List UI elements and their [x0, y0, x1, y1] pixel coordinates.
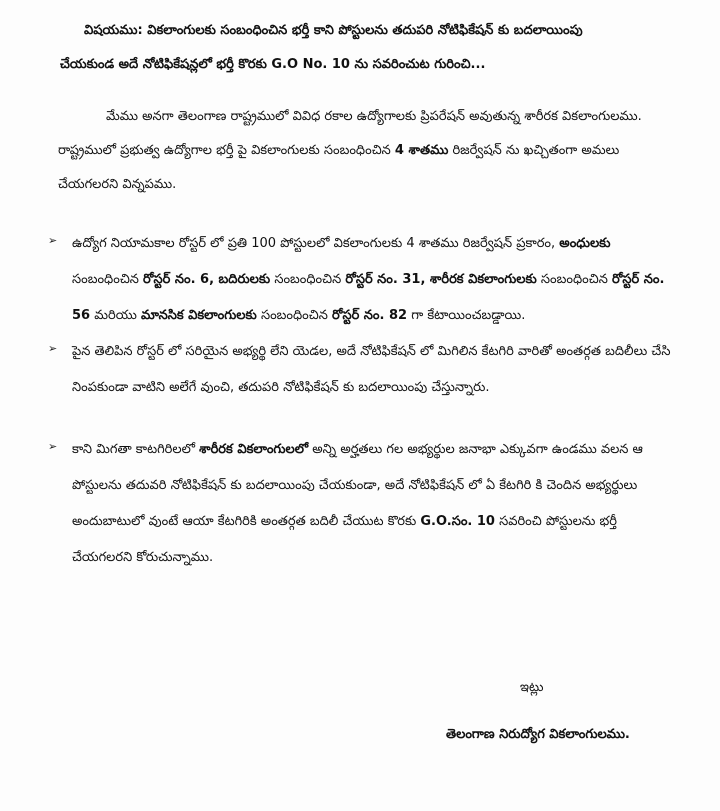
subject-text-1: విషయము: వికలాంగులకు సంబంధించిన భర్తీ కాని పోస్టులను తదుపరి నోటిఫికేషన్ కు బదలాయింపు [84, 23, 583, 38]
bullet-3-bold: G.O.సం. 10 [420, 514, 495, 529]
bullet-1-text: సంబంధించిన [256, 308, 332, 323]
arrow-bullet-icon: ➢ [48, 440, 58, 453]
bullet-2-text: పైన తెలిపిన రోస్టర్ లో సరియైన అభ్యర్థి లేని యెడల, అదే నోటిఫికేషన్ లో మిగిలిన కేటగిరి వారితో అంతర్గత బదిలీలు చేసి నింపకుండా వాటిని అలేగే వుంచి, తదుపరి నోటిఫికేషన్ కు బదలాయింపు చేస్తున్నారు. [72, 344, 671, 395]
bullet-1-text: సంబంధించిన [270, 272, 346, 287]
bullet-1-text: సంబంధించిన [72, 272, 144, 287]
bullet-1-bold: రోస్టర్ నం. 31, శారీరక వికలాంగులకు [345, 272, 537, 287]
arrow-bullet-icon: ➢ [48, 342, 58, 355]
bullet-1-bold: రోస్టర్ నం. 6, బదిరులకు [143, 272, 271, 287]
arrow-bullet-icon: ➢ [48, 234, 58, 247]
bullet-1-bold: అంధులకు [559, 236, 611, 251]
signature-text: తెలంగాణ నిరుద్యోగ వికలాంగులము. [446, 727, 630, 742]
bullet-1-text: ఉద్యోగ నియామకాల రోస్టర్ లో ప్రతి 100 పోస్టులలో వికలాంగులకు 4 శాతము రిజర్వేషన్ ప్రకారం, [72, 236, 560, 251]
bullet-3-bold: శారీరక వికలాంగులలో [199, 442, 309, 457]
bullet-item-1 [40, 226, 672, 334]
intro-paragraph [58, 100, 668, 202]
closing-text: ఇట్లు [520, 680, 544, 695]
bullet-list [40, 226, 672, 576]
subject-line [60, 14, 660, 82]
bullet-1-bold: మానసిక వికలాంగులకు [141, 308, 257, 323]
bullet-1-text: సంబంధించిన [536, 272, 612, 287]
bullet-3-text: సవరించి పోస్టులను భర్తీ చేయగలరని కోరుచున్నాము. [72, 514, 618, 565]
intro-text-2: రిజర్వేషన్ ను ఖచ్చితంగా అమలు చేయగలరని విన్నపము. [58, 143, 620, 192]
bullet-1-text: మరియు [90, 308, 142, 323]
bullet-item-2 [40, 334, 672, 406]
bullet-item-3 [40, 432, 672, 576]
bullet-1-bold: రోస్టర్ నం. 56 [72, 272, 665, 323]
subject-line-1 [60, 14, 660, 48]
bullet-1-text: గా కేటాయించబడ్డాయి. [407, 308, 526, 323]
intro-text-1: మేము అనగా తెలంగాణ రాష్ట్రములో వివిధ రకాల ఉద్యోగాలకు ప్రిపరేషన్ అవుతున్న శారీరక వికలాంగులము. రాష్ట్రములో ప్రభుత్వ ఉద్యోగాల భర్తీ పై వికలాంగులకు సంబంధించిన [58, 109, 642, 158]
bullet-1-bold: రోస్టర్ నం. 82 [332, 308, 408, 323]
subject-line-2: చేయకుండ అదే నోటిఫికేషన్లలో భర్తీ కొరకు G.O No. 10 ను సవరించుట గురించి... [60, 57, 486, 72]
intro-bold: 4 శాతము [394, 143, 449, 158]
bullet-3-text: అన్ని అర్హతలు గల అభ్యర్థుల జనాభా ఎక్కువగా ఉండము వలన ఆ పోస్టులను తదువరి నోటిఫికేషన్ కు బదలాయింపు చేయకుండా, అదే నోటిఫికేషన్ లో ఏ కేటగిరి కి చెందిన అభ్యర్థులు అందుబాటులో వుంటే ఆయా కేటగిరికి అంతర్గత బదిలీ చేయుట కొరకు [72, 442, 643, 529]
bullet-3-text: కాని మిగతా కాటగిరిలలో [72, 442, 200, 457]
